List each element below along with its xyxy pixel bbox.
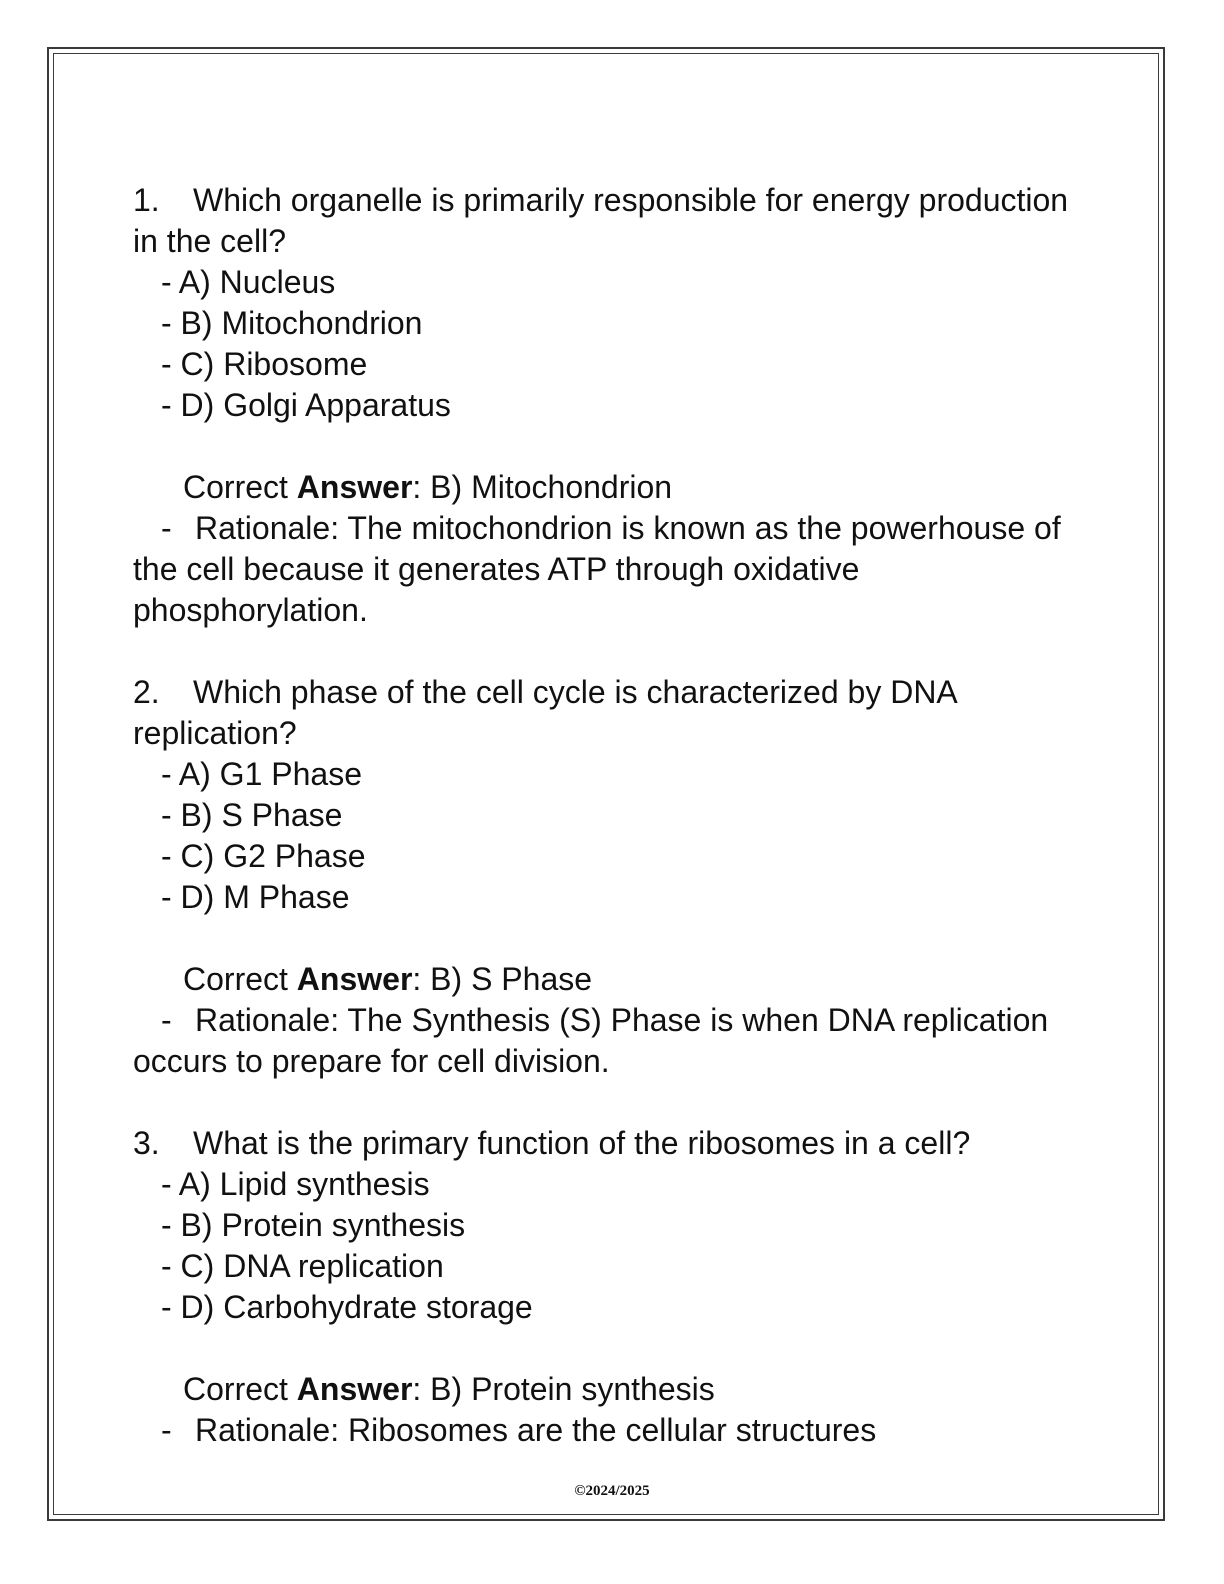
question-3-rationale: - Rationale: Ribosomes are the cellular structures [161,1412,877,1448]
question-1-correct-answer: Correct Answer: B) Mitochondrion [183,469,673,505]
question-1-text: Which organelle is primarily responsible for energy production in the cell? [133,182,1069,259]
question-1-option-d: - D) Golgi Apparatus [161,387,451,423]
question-1-option-c: - C) Ribosome [161,346,368,382]
question-3-option-d: - D) Carbohydrate storage [161,1289,533,1325]
question-list [133,180,1093,1451]
question-3-option-b: - B) Protein synthesis [161,1207,466,1243]
question-1-number: 1. [133,182,160,218]
question-3-correct-answer: Correct Answer: B) Protein synthesis [183,1371,715,1407]
question-2-stem [133,672,1093,754]
question-3-option-a: - A) Lipid synthesis [161,1166,430,1202]
question-1 [133,180,1093,672]
question-1-option-a: - A) Nucleus [161,264,336,300]
question-2-option-d: - D) M Phase [161,879,350,915]
question-1-option-b: - B) Mitochondrion [161,305,423,341]
question-1-rationale: - Rationale: The mitochondrion is known as the powerhouse of the cell because it generates ATP through oxidative phosphorylation. [133,510,1061,628]
question-1-stem [133,180,1093,262]
question-2-option-a: - A) G1 Phase [161,756,362,792]
question-3-option-c: - C) DNA replication [161,1248,444,1284]
copyright-footer: ©2024/2025 [574,1483,650,1499]
question-2-number: 2. [133,674,160,710]
question-3-text: What is the primary function of the ribosomes in a cell? [193,1125,971,1161]
question-2-option-c: - C) G2 Phase [161,838,366,874]
question-2-text: Which phase of the cell cycle is characterized by DNA replication? [133,674,956,751]
question-3-number: 3. [133,1125,160,1161]
question-2-option-b: - B) S Phase [161,797,343,833]
question-2-correct-answer: Correct Answer: B) S Phase [183,961,593,997]
question-3-stem [133,1123,1093,1164]
question-2-rationale: - Rationale: The Synthesis (S) Phase is when DNA replication occurs to prepare for cell division. [133,1002,1049,1079]
question-3 [133,1123,1093,1451]
question-2 [133,672,1093,1123]
